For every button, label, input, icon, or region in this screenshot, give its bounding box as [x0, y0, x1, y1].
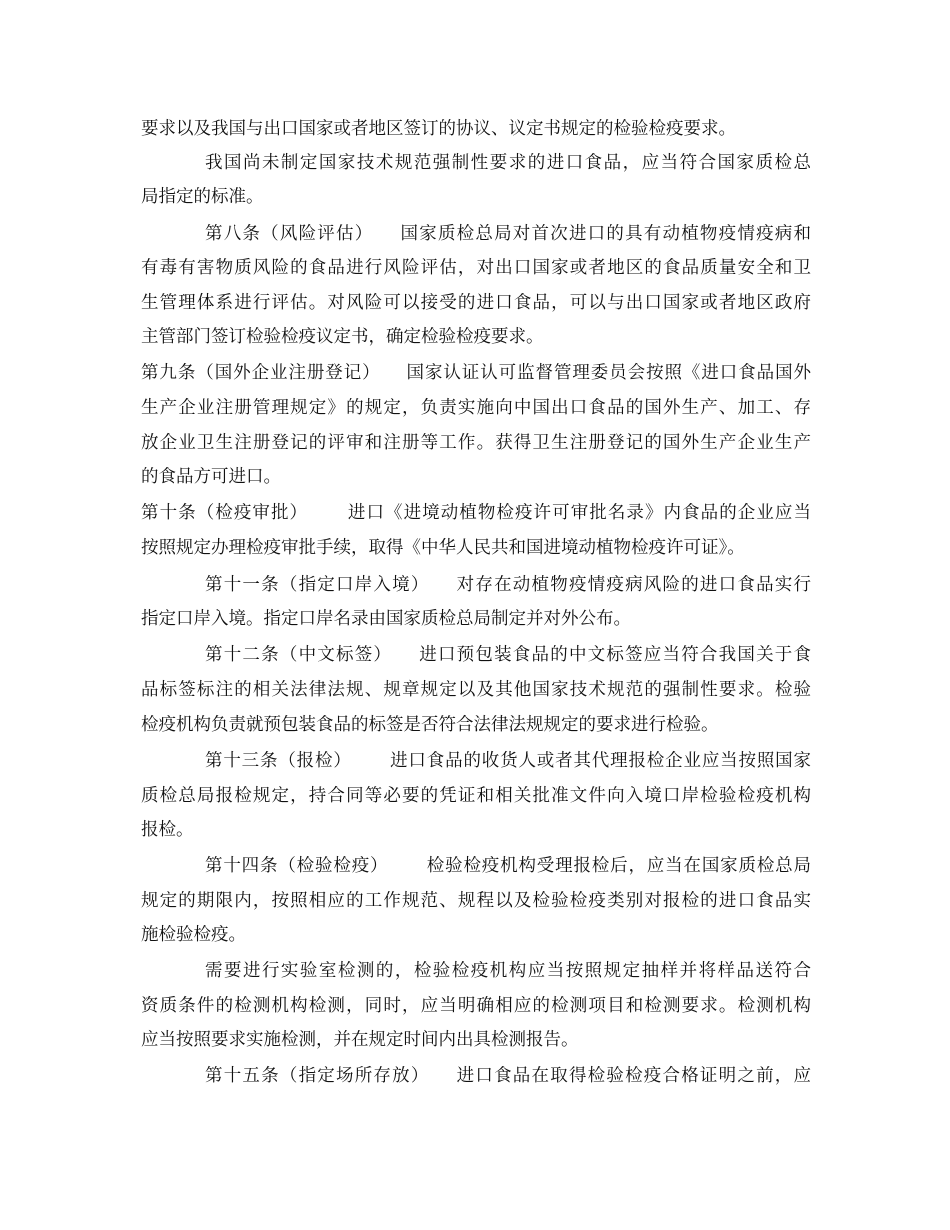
text-line: 施检验检疫。: [141, 925, 246, 945]
text-line: 资质条件的检测机构检测，同时，应当明确相应的检测项目和检测要求。检测机构: [141, 996, 811, 1016]
text-line: 报检。: [141, 820, 194, 840]
text-line: 放企业卫生注册登记的评审和注册等工作。获得卫生注册登记的国外生产企业生产: [141, 433, 811, 453]
text-line: 品标签标注的相关法律法规、规章规定以及其他国家技术规范的强制性要求。检验: [141, 680, 811, 700]
text-line: 生管理体系进行评估。对风险可以接受的进口食品，可以与出口国家或者地区政府: [141, 293, 811, 313]
text-line: 需要进行实验室检测的，检验检疫机构应当按照规定抽样并将样品送符合: [205, 961, 811, 981]
text-line: 有毒有害物质风险的食品进行风险评估，对出口国家或者地区的食品质量安全和卫: [141, 258, 811, 278]
text-line: 按照规定办理检疫审批手续，取得《中华人民共和国进境动植物检疫许可证》。: [141, 538, 745, 558]
article-10-heading-line: 第十条（检疫审批） 进口《进境动植物检疫许可审批名录》内食品的企业应当: [141, 503, 811, 523]
text-line: 质检总局报检规定，持合同等必要的凭证和相关批准文件向入境口岸检验检疫机构: [141, 786, 811, 806]
text-line: 指定口岸入境。指定口岸名录由国家质检总局制定并对外公布。: [141, 609, 631, 629]
text-line: 主管部门签订检验检疫议定书，确定检验检疫要求。: [141, 327, 544, 347]
text-line: 检疫机构负责就预包装食品的标签是否符合法律法规规定的要求进行检验。: [141, 715, 719, 735]
article-12-heading-line: 第十二条（中文标签） 进口预包装食品的中文标签应当符合我国关于食: [205, 645, 811, 665]
text-line: 应当按照要求实施检测，并在规定时间内出具检测报告。: [141, 1030, 579, 1050]
article-11-heading-line: 第十一条（指定口岸入境） 对存在动植物疫情疫病风险的进口食品实行: [205, 575, 811, 595]
article-8-heading-line: 第八条（风险评估） 国家质检总局对首次进口的具有动植物疫情疫病和: [205, 224, 811, 244]
article-9-heading-line: 第九条（国外企业注册登记） 国家认证认可监督管理委员会按照《进口食品国外: [141, 363, 811, 383]
text-line: 生产企业注册管理规定》的规定，负责实施向中国出口食品的国外生产、加工、存: [141, 398, 811, 418]
text-line: 的食品方可进口。: [141, 467, 281, 487]
text-line: 局指定的标准。: [141, 187, 264, 207]
article-15-heading-line: 第十五条（指定场所存放） 进口食品在取得检验检疫合格证明之前，应: [205, 1066, 811, 1086]
text-line: 我国尚未制定国家技术规范强制性要求的进口食品，应当符合国家质检总: [205, 153, 811, 173]
article-14-heading-line: 第十四条（检验检疫） 检验检疫机构受理报检后，应当在国家质检总局: [205, 856, 811, 876]
text-line: 要求以及我国与出口国家或者地区签订的协议、议定书规定的检验检疫要求。: [141, 119, 736, 139]
article-13-heading-line: 第十三条（报检） 进口食品的收货人或者其代理报检企业应当按照国家: [205, 751, 811, 771]
text-line: 规定的期限内，按照相应的工作规范、规程以及检验检疫类别对报检的进口食品实: [141, 891, 811, 911]
